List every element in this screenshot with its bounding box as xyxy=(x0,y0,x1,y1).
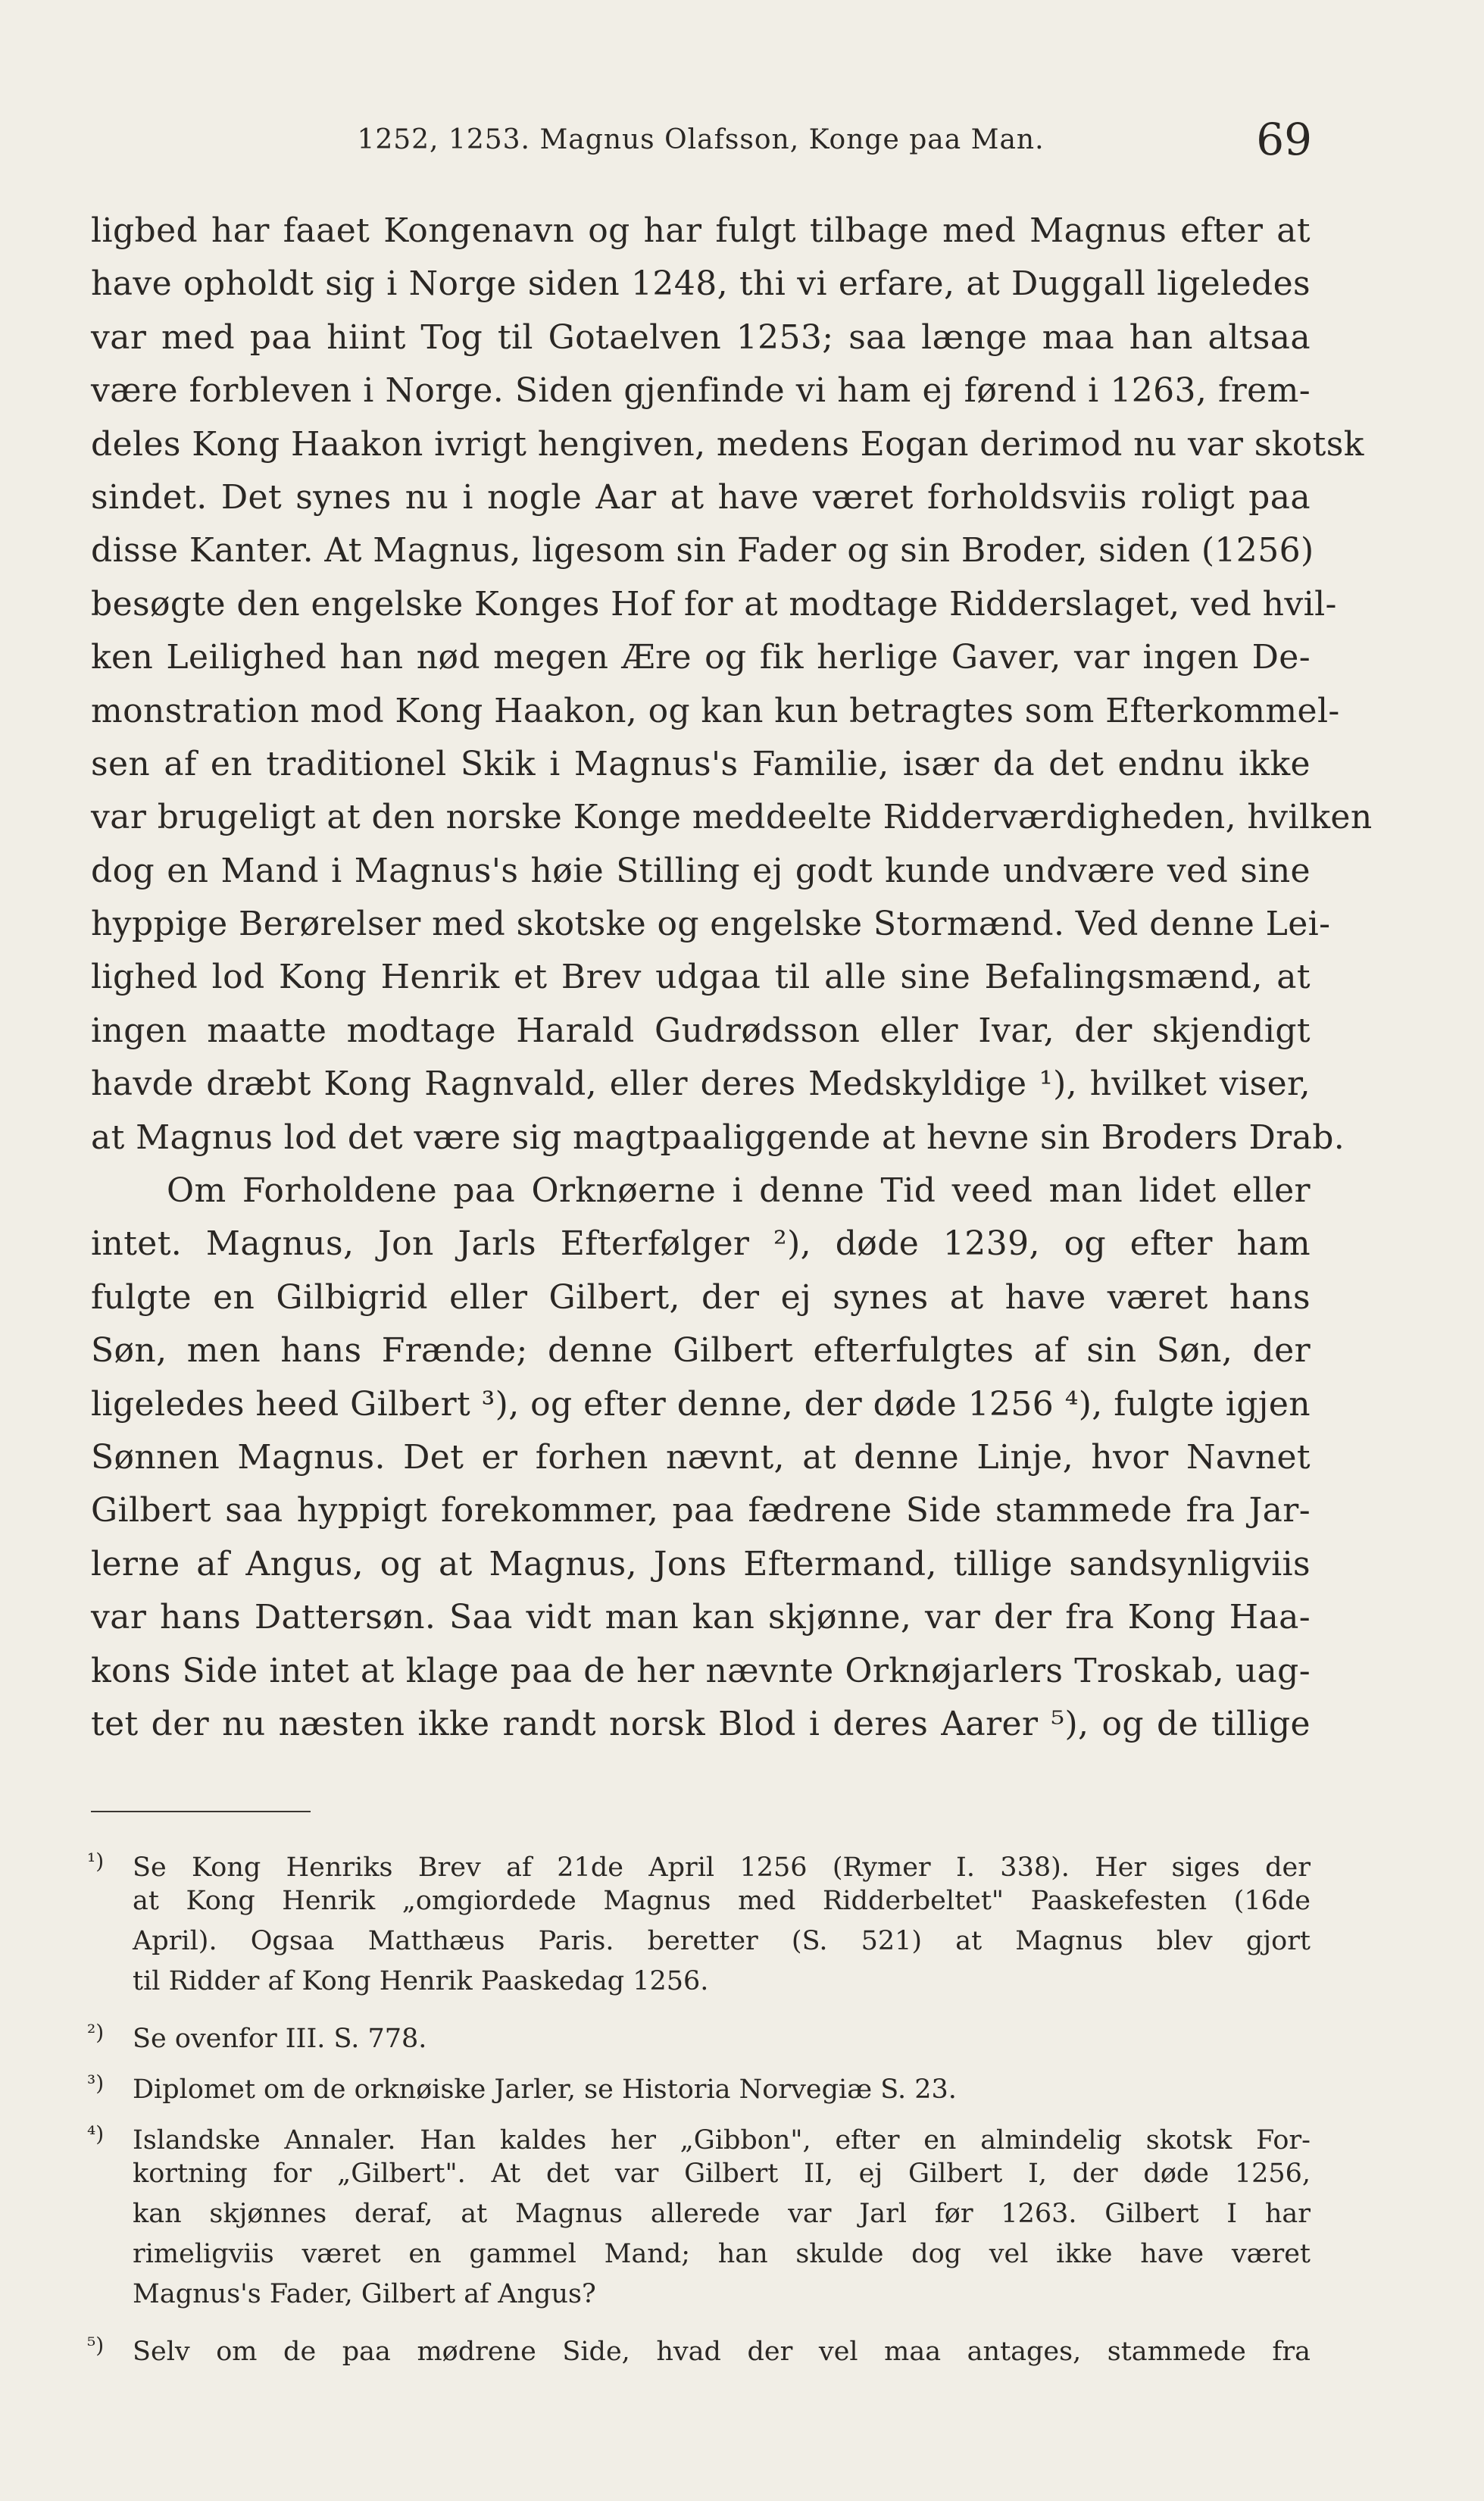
footnote-line xyxy=(87,2063,1311,2105)
body-line: sen af en traditionel Skik i Magnus's Familie, især da det endnu ikke xyxy=(91,744,1311,783)
footnote-text: Se Kong Henriks Brev af 21de April 1256 (Rymer I. 338). Her siges der xyxy=(133,1852,1311,1883)
footnote-marker: ²) xyxy=(87,2020,105,2045)
body-line: ligeledes heed Gilbert ³), og efter denne, der døde 1256 ⁴), fulgte igjen xyxy=(91,1384,1311,1424)
footnote-marker: ⁴) xyxy=(87,2121,105,2146)
body-line: deles Kong Haakon ivrigt hengiven, medens Eogan derimod nu var skotsk xyxy=(91,424,1364,464)
running-head: 1252, 1253. Magnus Olafsson, Konge paa Man. xyxy=(357,124,1045,155)
footnote-3 xyxy=(87,2063,1311,2105)
body-line: at Magnus lod det være sig magtpaaliggende at hevne sin Broders Drab. xyxy=(91,1118,1345,1157)
body-line: hyppige Berørelser med skotske og engelske Stormænd. Ved denne Lei- xyxy=(91,905,1331,944)
footnote-text: Islandske Annaler. Han kaldes her „Gibbon", efter en almindelig skotsk For- xyxy=(133,2125,1311,2156)
body-line: Om Forholdene paa Orknøerne i denne Tid veed man lidet eller xyxy=(167,1171,1311,1211)
footnote-line: Magnus's Fader, Gilbert af Angus? xyxy=(133,2279,596,2309)
body-line: Gilbert saa hyppigt forekommer, paa fædrene Side stammede fra Jar- xyxy=(91,1491,1311,1530)
body-line: fulgte en Gilbigrid eller Gilbert, der ej synes at have været hans xyxy=(91,1277,1311,1317)
body-line: kons Side intet at klage paa de her nævnte Orknøjarlers Troskab, uag- xyxy=(91,1651,1311,1690)
body-line: være forbleven i Norge. Siden gjenfinde vi ham ej førend i 1263, frem- xyxy=(91,371,1311,411)
body-line: var hans Dattersøn. Saa vidt man kan skjønne, var der fra Kong Haa- xyxy=(91,1598,1311,1637)
body-line: dog en Mand i Magnus's høie Stilling ej godt kunde undvære ved sine xyxy=(91,851,1311,890)
body-line: sindet. Det synes nu i nogle Aar at have været forholdsviis roligt paa xyxy=(91,477,1311,517)
body-line: havde dræbt Kong Ragnvald, eller deres Medskyldige ¹), hvilket viser, xyxy=(91,1064,1311,1104)
body-line: besøgte den engelske Konges Hof for at modtage Ridderslaget, ved hvil- xyxy=(91,584,1337,624)
footnote-5 xyxy=(87,2325,1311,2367)
body-line: lerne af Angus, og at Magnus, Jons Eftermand, tillige sandsynligviis xyxy=(91,1544,1311,1583)
body-line: lighed lod Kong Henrik et Brev udgaa til alle sine Befalingsmænd, at xyxy=(91,958,1311,997)
body-line: var med paa hiint Tog til Gotaelven 1253; saa længe maa han altsaa xyxy=(91,317,1311,357)
body-line: disse Kanter. At Magnus, ligesom sin Fader og sin Broder, siden (1256) xyxy=(91,531,1314,571)
body-line: monstration mod Kong Haakon, og kan kun betragtes som Efterkommel- xyxy=(91,691,1340,730)
footnote-line: kortning for „Gilbert". At det var Gilbert II, ej Gilbert I, der døde 1256, xyxy=(133,2159,1311,2189)
footnote-line: at Kong Henrik „omgiordede Magnus med Ridderbeltet" Paaskefesten (16de xyxy=(133,1886,1311,1916)
footnote-marker: ³) xyxy=(87,2071,105,2096)
body-line: tet der nu næsten ikke randt norsk Blod i deres Aarer ⁵), og de tillige xyxy=(91,1704,1311,1743)
body-line: intet. Magnus, Jon Jarls Efterfølger ²), døde 1239, og efter ham xyxy=(91,1224,1311,1264)
body-line: Sønnen Magnus. Det er forhen nævnt, at denne Linje, hvor Navnet xyxy=(91,1437,1311,1477)
body-line: ken Leilighed han nød megen Ære og fik herlige Gaver, var ingen De- xyxy=(91,638,1311,677)
footnote-text: Selv om de paa mødrene Side, hvad der vel maa antages, stammede fra xyxy=(133,2337,1311,2367)
footnote-divider xyxy=(91,1811,311,1812)
body-line: Søn, men hans Frænde; denne Gilbert efterfulgtes af sin Søn, der xyxy=(91,1331,1311,1371)
footnote-text: Diplomet om de orknøiske Jarler, se Historia Norvegiæ S. 23. xyxy=(133,2074,957,2105)
body-line: have opholdt sig i Norge siden 1248, thi vi erfare, at Duggall ligeledes xyxy=(91,264,1311,304)
footnote-line: til Ridder af Kong Henrik Paaskedag 1256. xyxy=(133,1966,709,1996)
body-line: ingen maatte modtage Harald Gudrødsson eller Ivar, der skjendigt xyxy=(91,1011,1311,1050)
footnote-marker: ¹) xyxy=(87,1849,105,1874)
body-line: ligbed har faaet Kongenavn og har fulgt tilbage med Magnus efter at xyxy=(91,211,1311,250)
footnote-text: Se ovenfor III. S. 778. xyxy=(133,2024,427,2054)
footnote-line xyxy=(87,2114,1311,2156)
body-line: var brugeligt at den norske Konge meddeelte Ridderværdigheden, hvilken xyxy=(91,798,1373,837)
footnote-line: kan skjønnes deraf, at Magnus allerede var Jarl før 1263. Gilbert I har xyxy=(133,2199,1311,2229)
footnote-2 xyxy=(87,2012,1311,2054)
footnote-1 xyxy=(87,1841,1311,2002)
footnotes xyxy=(87,1841,1311,2376)
footnote-line xyxy=(87,2012,1311,2054)
footnote-line: April). Ogsaa Matthæus Paris. beretter (S. 521) at Magnus blev gjort xyxy=(133,1926,1311,1956)
footnote-marker: ⁵) xyxy=(87,2333,105,2358)
footnote-4 xyxy=(87,2114,1311,2315)
page-number: 69 xyxy=(1256,114,1312,165)
footnote-line xyxy=(87,1841,1311,1883)
footnote-line: rimeligviis været en gammel Mand; han skulde dog vel ikke have været xyxy=(133,2239,1311,2269)
body-text xyxy=(91,205,1373,1751)
page-header xyxy=(91,114,1311,174)
footnote-line xyxy=(87,2325,1311,2367)
